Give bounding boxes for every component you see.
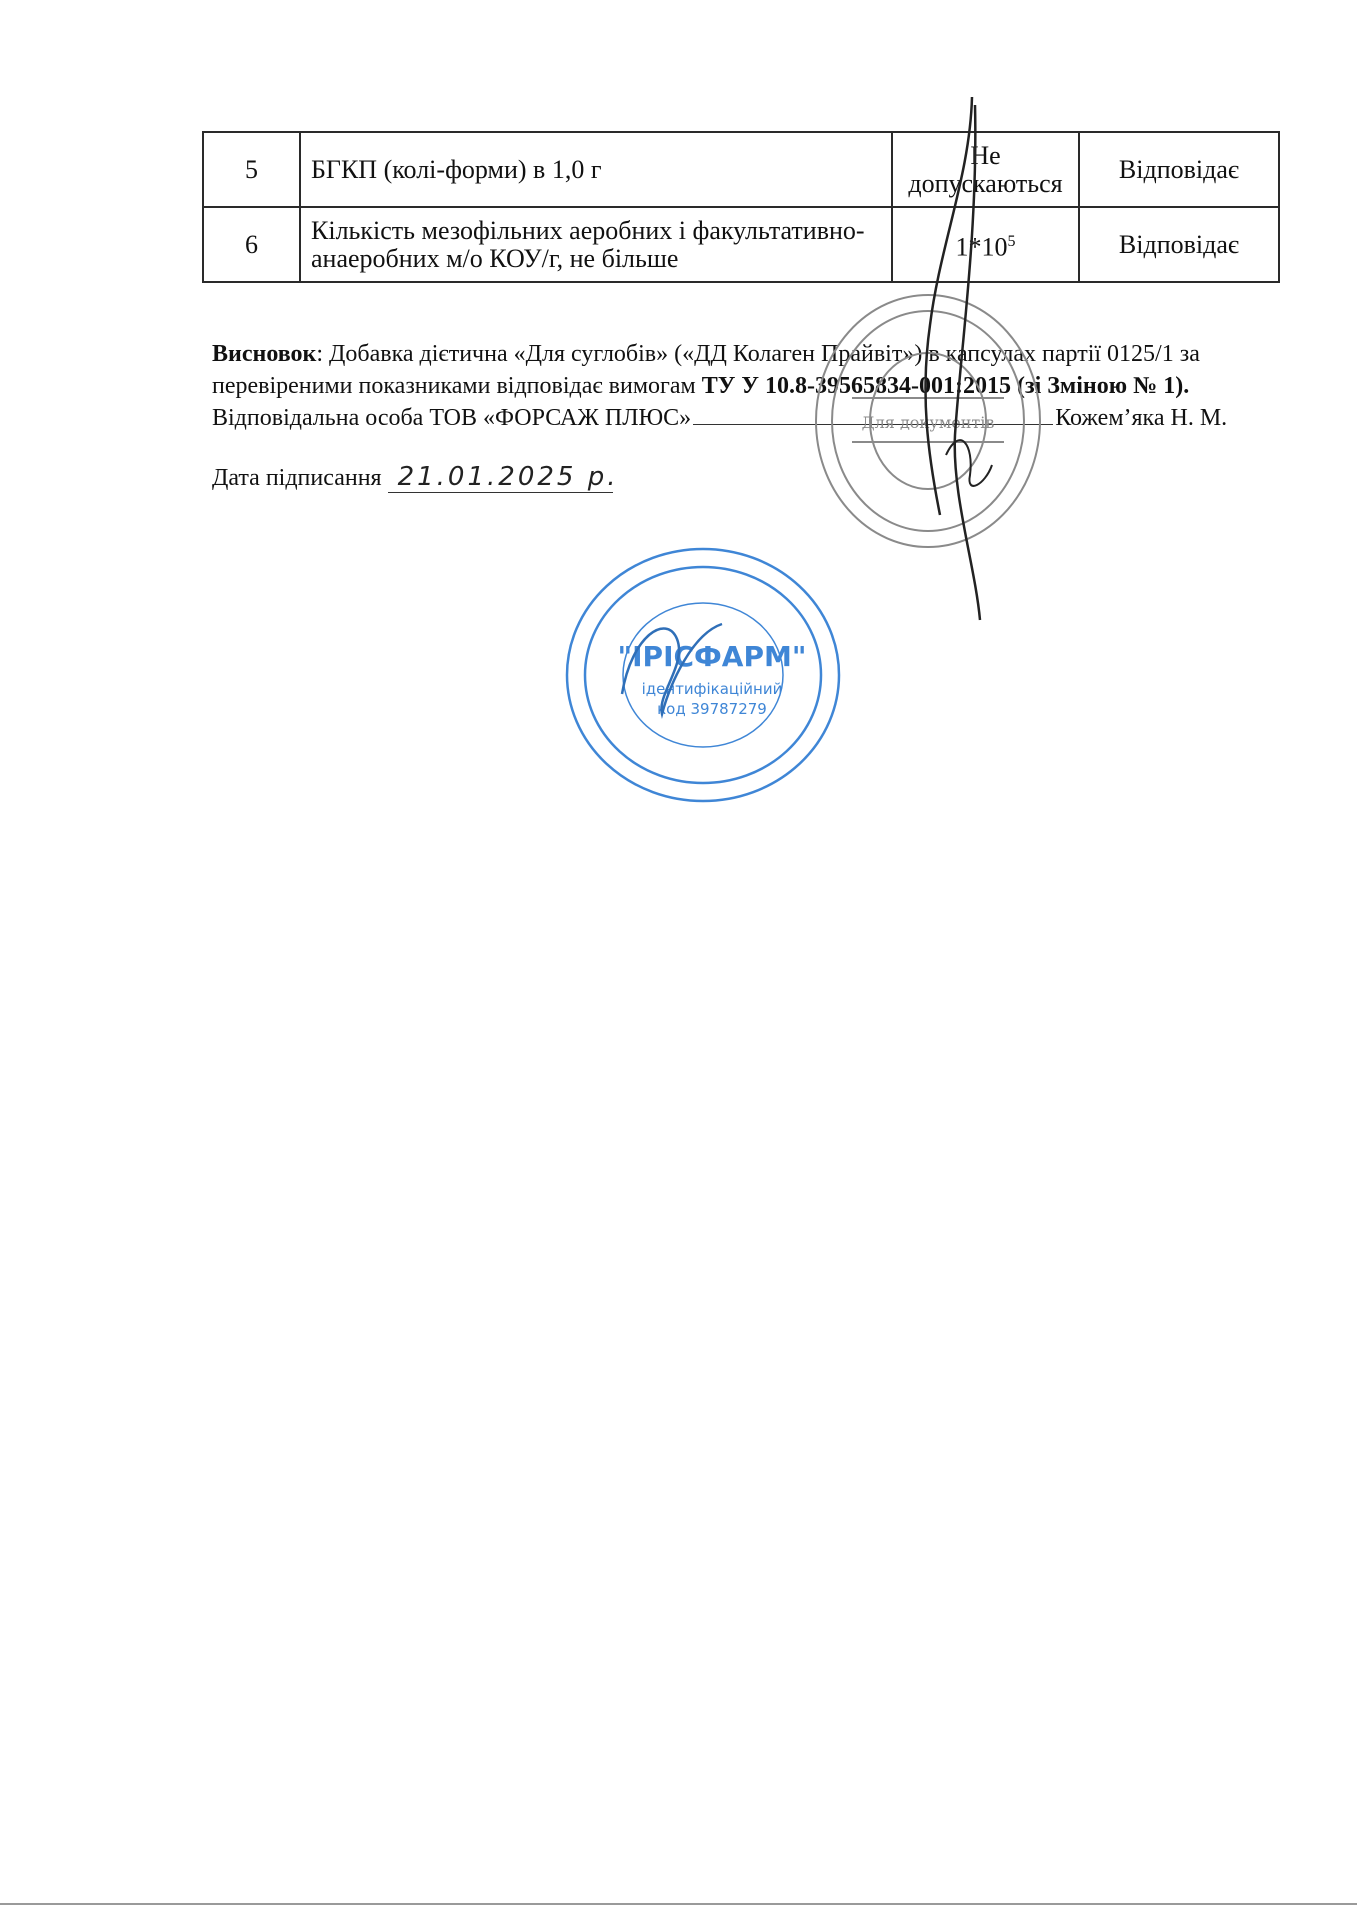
standard-reference: ТУ У 10.8-39565834-001:2015 (зі Зміною № 1). <box>701 373 1190 399</box>
responsible-person-label: Відповідальна особа ТОВ «ФОРСАЖ ПЛЮС» <box>212 405 692 431</box>
results-table <box>202 131 1280 283</box>
indicator-name: БГКП (колі-форми) в 1,0 г <box>300 132 892 207</box>
conclusion-line-1 <box>212 338 1282 370</box>
signing-date <box>212 462 619 493</box>
conclusion-label: Висновок <box>212 341 317 367</box>
table-row <box>203 132 1279 207</box>
responsible-line <box>212 402 1282 434</box>
indicator-name-line: анаеробних м/о КОУ/г, не більше <box>311 243 679 273</box>
stamp-line-1: ідентифікаційний <box>641 680 783 698</box>
signer-name: Кожем’яка Н. М. <box>1055 405 1228 431</box>
indicator-name-line: Кількість мезофільних аеробних і факультативно- <box>311 215 865 245</box>
page-bottom-rule <box>0 1903 1357 1905</box>
norm-base: 1*10 <box>955 232 1008 262</box>
norm-text-bottom: допускаються <box>908 168 1063 198</box>
handwritten-signature-icon <box>900 95 1020 625</box>
pharmacy-stamp-icon <box>562 544 844 806</box>
stamp-title: "ІРІСФАРМ" <box>617 640 807 673</box>
norm-text-top: Не <box>970 140 1001 170</box>
signing-date-label: Дата підписання <box>212 465 382 491</box>
conclusion-block <box>212 338 1282 434</box>
table-row <box>203 207 1279 282</box>
result-cell: Відповідає <box>1079 207 1279 282</box>
row-number: 6 <box>203 207 300 282</box>
conclusion-text: перевіреними показниками відповідає вимогам <box>212 373 702 399</box>
conclusion-line-2 <box>212 370 1282 402</box>
signing-date-value: 21.01.2025 р. <box>388 462 613 493</box>
row-number: 5 <box>203 132 300 207</box>
conclusion-text: : Добавка дієтична «Для суглобів» («ДД Колаген Прайвіт») в капсулах партії 0125/1 за <box>316 341 1200 367</box>
stamp-line-2: код 39787279 <box>657 700 767 718</box>
norm-exponent: 5 <box>1007 232 1016 250</box>
indicator-name <box>300 207 892 282</box>
stamp-center-text: Для документів <box>861 413 995 432</box>
result-cell: Відповідає <box>1079 132 1279 207</box>
